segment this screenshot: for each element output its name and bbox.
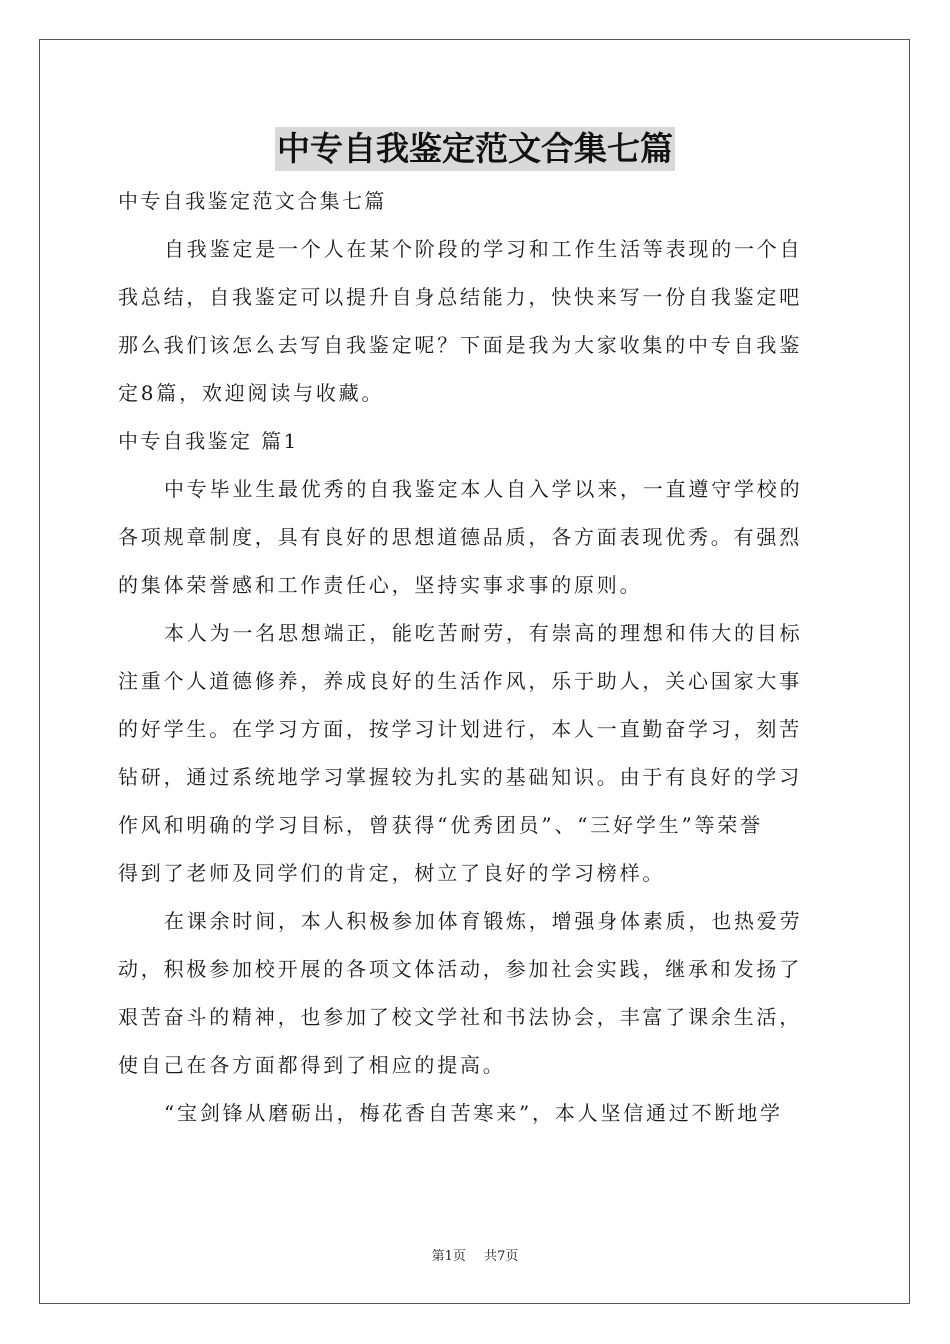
- text-line: 定8篇，欢迎阅读与收藏。: [118, 381, 385, 405]
- text-line: 动，积极参加校开展的各项文体活动，参加社会实践，继承和发扬了: [118, 957, 802, 981]
- text-line: 钻研，通过系统地学习掌握较为扎实的基础知识。由于有良好的学习: [118, 765, 802, 789]
- text-line: 那么我们该怎么去写自我鉴定呢？下面是我为大家收集的中专自我鉴: [118, 333, 802, 357]
- text-line: “宝剑锋从磨砺出，梅花香自苦寒来”，本人坚信通过不断地学: [164, 1101, 783, 1125]
- text-line: 本人为一名思想端正，能吃苦耐劳，有崇高的理想和伟大的目标: [164, 621, 803, 645]
- text-line: 各项规章制度，具有良好的思想道德品质，各方面表现优秀。有强烈: [118, 525, 802, 549]
- page-number-current: 第1页: [431, 1249, 466, 1264]
- text-line: 得到了老师及同学们的肯定，树立了良好的学习榜样。: [118, 861, 666, 885]
- text-line: 使自己在各方面都得到了相应的提高。: [118, 1053, 506, 1077]
- section-heading: 中专自我鉴定范文合集七篇: [118, 189, 387, 213]
- text-line: 的集体荣誉感和工作责任心，坚持实事求事的原则。: [118, 573, 643, 597]
- text-line: 自我鉴定是一个人在某个阶段的学习和工作生活等表现的一个自: [164, 237, 803, 261]
- document-body: [118, 177, 832, 1137]
- document-title-text: 中专自我鉴定范文合集七篇: [275, 127, 675, 171]
- page-footer: [0, 1247, 950, 1267]
- section-heading: 中专自我鉴定 篇1: [118, 429, 299, 453]
- text-line: 艰苦奋斗的精神，也参加了校文学社和书法协会，丰富了课余生活，: [118, 1005, 802, 1029]
- text-line: 注重个人道德修养，养成良好的生活作风，乐于助人，关心国家大事: [118, 669, 802, 693]
- page-number-total: 共7页: [484, 1249, 519, 1264]
- text-line: 作风和明确的学习目标，曾获得“优秀团员”、“三好学生”等荣誉: [118, 813, 763, 837]
- text-line: 我总结，自我鉴定可以提升自身总结能力，快快来写一份自我鉴定吧: [118, 285, 802, 309]
- text-line: 中专毕业生最优秀的自我鉴定本人自入学以来，一直遵守学校的: [164, 477, 803, 501]
- document-title: [0, 127, 950, 171]
- text-line: 的好学生。在学习方面，按学习计划进行，本人一直勤奋学习，刻苦: [118, 717, 802, 741]
- text-line: 在课余时间，本人积极参加体育锻炼，增强身体素质，也热爱劳: [164, 909, 803, 933]
